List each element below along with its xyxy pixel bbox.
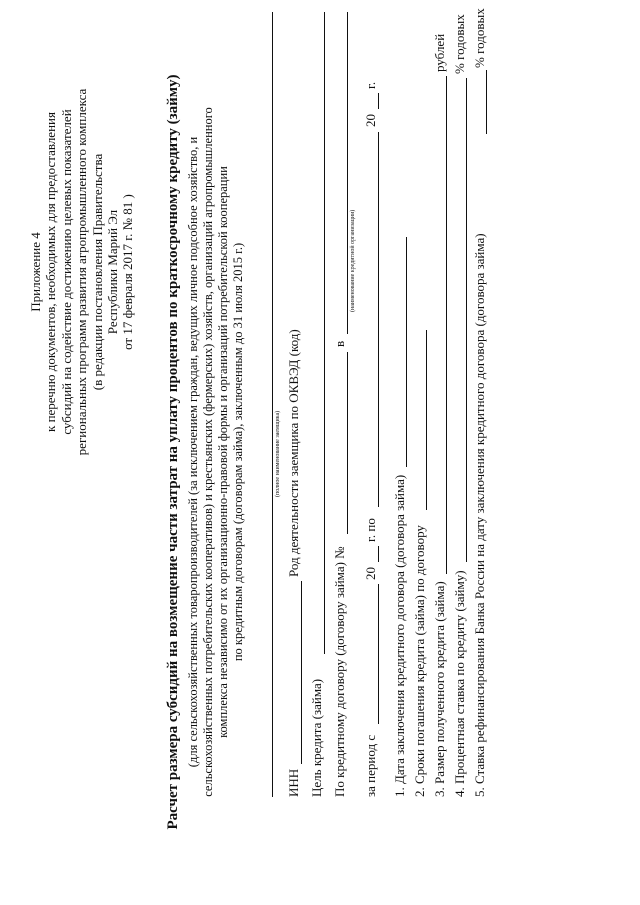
period-year-suffix: г. [363, 81, 378, 89]
period-year-from-field[interactable] [378, 546, 379, 562]
item-4-label: 4. Процентная ставка по кредиту (займу) [452, 570, 467, 797]
subtitle-line: комплекса независимо от их организационно-правовой формы и организаций потребительской кооперации [216, 166, 230, 738]
lender-caption: (наименование кредитной организации) [350, 209, 356, 312]
purpose-field[interactable] [324, 12, 325, 654]
subtitle-line: (для сельскохозяйственных товаропроизводителей (за исключением граждан, ведущих личное подсобное хозяйство, и [186, 136, 200, 768]
document-page [20, 8, 620, 892]
appendix-header [28, 22, 136, 522]
okved-label: Род деятельности заемщика по ОКВЭД (код) [286, 329, 301, 577]
item-1-label: 1. Дата заключения кредитного договора (договора займа) [392, 474, 407, 797]
subtitle-line: сельскохозяйственных потребительских кооперативов) и крестьянских (фермерских) хозяйств, организаций агропромышленного [201, 107, 215, 797]
document-subtitle [186, 12, 246, 892]
period-year-to: 20 [363, 114, 378, 127]
contract-label: По кредитному договору (договору займа) № [332, 546, 347, 797]
item-3-unit: рублей [432, 33, 447, 72]
appendix-line: Приложение 4 [28, 232, 43, 312]
borrower-caption: (полное наименование заемщика) [275, 410, 281, 497]
inn-label: ИНН [286, 768, 301, 797]
period-to-field[interactable] [378, 132, 379, 507]
appendix-line: (в редакции постановления Правительства [89, 153, 105, 391]
purpose-label: Цель кредита (займа) [309, 678, 324, 797]
appendix-line: к перечню документов, необходимых для предоставления [43, 112, 59, 432]
lender-field[interactable] [347, 12, 348, 334]
subtitle-line: по кредитным договорам (договорам займа), заключенным до 31 июля 2015 г.) [231, 242, 245, 662]
appendix-line: субсидий на содействие достижению целевых показателей [58, 109, 74, 435]
item-5-label: 5. Ставка рефинансирования Банка России на дату заключения кредитного договора (договора займа) [472, 233, 487, 797]
period-year-to-field[interactable] [378, 93, 379, 109]
item-5-unit: % годовых [472, 8, 487, 68]
contract-in: в [332, 340, 347, 347]
borrower-name-line[interactable] [272, 12, 273, 797]
item-3-field[interactable] [446, 76, 447, 574]
item-2-label: 2. Сроки погашения кредита (займа) по договору [412, 525, 427, 797]
item-5-field[interactable] [486, 70, 487, 134]
item-1-field[interactable] [406, 237, 407, 467]
inn-field[interactable] [301, 581, 302, 764]
appendix-line: Республики Марий Эл [105, 209, 121, 335]
item-4-field[interactable] [466, 78, 467, 562]
period-to-label: г. по [363, 518, 378, 542]
period-from-field[interactable] [378, 584, 379, 724]
appendix-line: региональных программ развития агропромышленного комплекса [74, 88, 90, 456]
document-title: Расчет размера субсидий на возмещение части затрат на уплату процентов по краткосрочному кредиту (займу) [165, 74, 181, 830]
appendix-line: от 17 февраля 2017 г. № 81 ) [120, 194, 136, 350]
contract-number-field[interactable] [347, 352, 348, 534]
item-4-unit: % годовых [452, 14, 467, 74]
item-3-label: 3. Размер полученного кредита (займа) [432, 581, 447, 797]
period-year-from: 20 [363, 567, 378, 580]
item-2-field[interactable] [426, 330, 427, 510]
period-label: за период с [363, 734, 378, 797]
